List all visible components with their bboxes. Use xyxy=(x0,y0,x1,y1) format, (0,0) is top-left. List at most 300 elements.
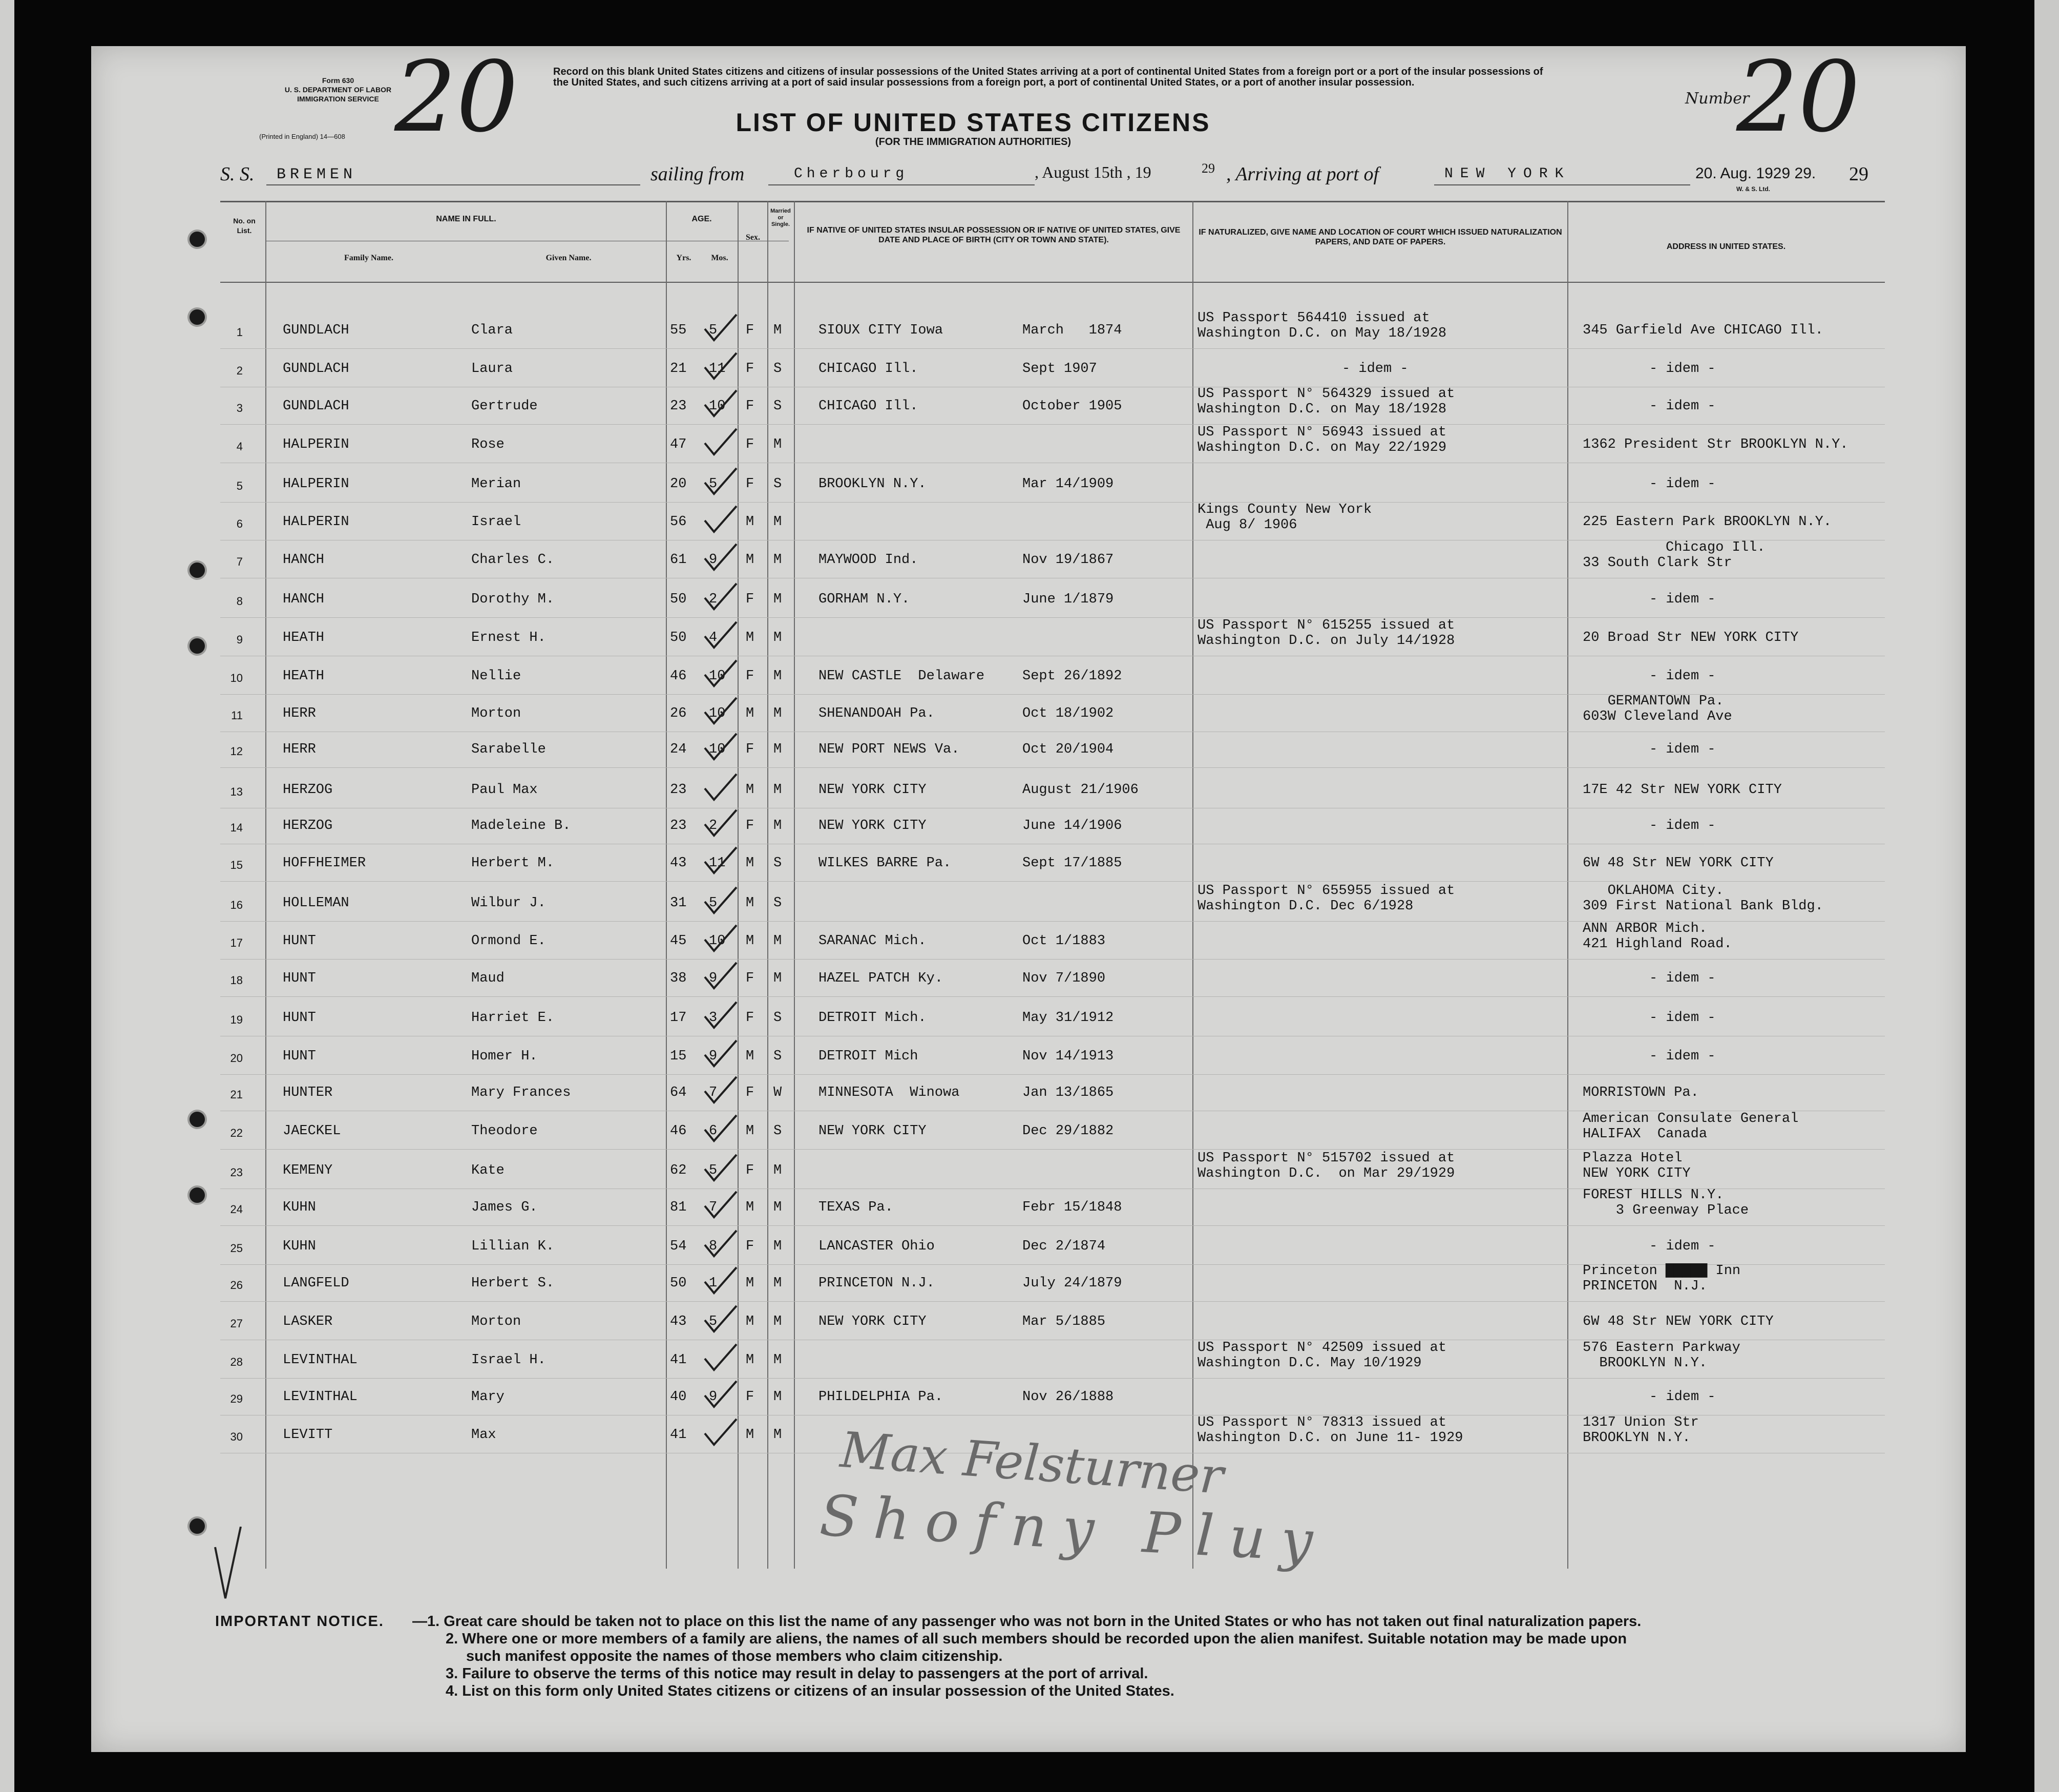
col-age: AGE. xyxy=(691,215,712,223)
row-24-sex: M xyxy=(746,1200,754,1215)
row-11-sex: M xyxy=(746,706,754,721)
row-17-mos: 10 xyxy=(709,933,726,949)
row-15-family: HOFFHEIMER xyxy=(283,856,366,871)
check-mark-icon xyxy=(703,1230,739,1260)
page-number: 29 xyxy=(1849,163,1868,185)
row-18-family: HUNT xyxy=(283,971,316,986)
row-28-yrs: 41 xyxy=(670,1352,687,1368)
row-27-family: LASKER xyxy=(283,1314,333,1329)
row-rule xyxy=(220,881,1885,882)
row-21-yrs: 64 xyxy=(670,1085,687,1100)
row-7-family: HANCH xyxy=(283,552,325,568)
row-3-sex: F xyxy=(746,399,754,414)
underline-port xyxy=(1434,184,1690,185)
row-17-sex: M xyxy=(746,933,754,949)
row-23-mos: 5 xyxy=(709,1163,718,1178)
col-family-name: Family Name. xyxy=(344,254,393,262)
row-4-no: 4 xyxy=(236,440,243,453)
row-17-ms: M xyxy=(773,933,782,949)
row-27-ms: M xyxy=(773,1314,782,1329)
row-14-mos: 2 xyxy=(709,818,718,834)
row-8-no: 8 xyxy=(236,595,243,608)
row-13-bdate: August 21/1906 xyxy=(1022,782,1139,798)
row-13-yrs: 23 xyxy=(670,782,687,798)
check-mark-icon xyxy=(703,1380,739,1411)
check-mark-icon xyxy=(703,1001,739,1032)
check-mark-icon xyxy=(703,428,739,459)
check-mark-icon xyxy=(703,773,739,804)
row-16-mos: 5 xyxy=(709,895,718,911)
row-12-given: Sarabelle xyxy=(471,742,546,757)
row-29-yrs: 40 xyxy=(670,1389,687,1405)
check-mark-icon xyxy=(703,467,739,498)
row-22-sex: M xyxy=(746,1123,754,1139)
row-23-given: Kate xyxy=(471,1163,505,1178)
row-8-sex: F xyxy=(746,592,754,607)
row-26-place: PRINCETON N.J. xyxy=(818,1276,935,1291)
row-11-addr: GERMANTOWN Pa. 603W Cleveland Ave xyxy=(1583,694,1732,724)
row-20-ms: S xyxy=(773,1049,782,1064)
row-12-place: NEW PORT NEWS Va. xyxy=(818,742,960,757)
row-22-yrs: 46 xyxy=(670,1123,687,1139)
check-mark-icon xyxy=(703,582,739,613)
row-24-ms: M xyxy=(773,1200,782,1215)
row-25-ms: M xyxy=(773,1239,782,1254)
row-26-no: 26 xyxy=(230,1279,243,1291)
row-10-place: NEW CASTLE Delaware xyxy=(818,669,985,684)
row-6-addr: 225 Eastern Park BROOKLYN N.Y. xyxy=(1583,514,1832,530)
row-4-ms: M xyxy=(773,437,782,452)
row-10-addr: - idem - xyxy=(1649,669,1716,684)
row-rule xyxy=(220,348,1885,349)
row-rule xyxy=(220,502,1885,503)
row-9-mos: 4 xyxy=(709,630,718,645)
row-21-ms: W xyxy=(773,1085,782,1100)
row-26-addr: Princeton ▇▇▇▇▇ Inn PRINCETON N.J. xyxy=(1583,1263,1741,1294)
punch-hole xyxy=(190,1518,205,1534)
row-2-no: 2 xyxy=(236,364,243,377)
row-11-given: Morton xyxy=(471,706,521,721)
punch-hole xyxy=(190,562,205,578)
sailing-date: , August 15th , 19 xyxy=(1035,163,1151,181)
row-10-yrs: 46 xyxy=(670,669,687,684)
row-9-ms: M xyxy=(773,630,782,645)
row-4-family: HALPERIN xyxy=(283,437,349,452)
col-naturalized: IF NATURALIZED, GIVE NAME AND LOCATION OF COURT WHICH ISSUED NATURALIZATION PAPERS, AND DATE OF PAPERS. xyxy=(1199,228,1562,246)
row-30-no: 30 xyxy=(230,1430,243,1443)
row-26-yrs: 50 xyxy=(670,1276,687,1291)
row-29-ms: M xyxy=(773,1389,782,1405)
punch-hole xyxy=(190,1112,205,1127)
row-2-bdate: Sept 1907 xyxy=(1022,361,1097,377)
row-5-bdate: Mar 14/1909 xyxy=(1022,476,1114,492)
row-23-ms: M xyxy=(773,1163,782,1178)
row-3-place: CHICAGO Ill. xyxy=(818,399,918,414)
row-30-ms: M xyxy=(773,1427,782,1443)
row-29-no: 29 xyxy=(230,1392,243,1405)
row-22-given: Theodore xyxy=(471,1123,538,1139)
row-11-place: SHENANDOAH Pa. xyxy=(818,706,935,721)
row-6-no: 6 xyxy=(236,517,243,530)
row-27-yrs: 43 xyxy=(670,1314,687,1329)
check-mark-icon xyxy=(703,1343,739,1374)
row-rule xyxy=(220,1378,1885,1379)
row-9-nat: US Passport N° 615255 issued at Washington D.C. on July 14/1928 xyxy=(1197,618,1455,649)
handwritten-list-number: 20 xyxy=(394,40,518,154)
check-mark-icon xyxy=(703,314,739,344)
row-8-bdate: June 1/1879 xyxy=(1022,592,1114,607)
row-20-addr: - idem - xyxy=(1649,1049,1716,1064)
row-18-place: HAZEL PATCH Ky. xyxy=(818,971,943,986)
row-11-family: HERR xyxy=(283,706,316,721)
row-22-family: JAECKEL xyxy=(283,1123,341,1139)
row-10-bdate: Sept 26/1892 xyxy=(1022,669,1122,684)
row-30-addr: 1317 Union Str BROOKLYN N.Y. xyxy=(1583,1415,1699,1446)
row-7-bdate: Nov 19/1867 xyxy=(1022,552,1114,568)
row-19-ms: S xyxy=(773,1010,782,1026)
scan-edge-left xyxy=(0,0,14,1792)
punch-hole xyxy=(190,638,205,654)
row-13-ms: M xyxy=(773,782,782,798)
row-23-nat: US Passport N° 515702 issued at Washington D.C. on Mar 29/1929 xyxy=(1197,1151,1455,1181)
row-17-yrs: 45 xyxy=(670,933,687,949)
row-10-given: Nellie xyxy=(471,669,521,684)
row-20-given: Homer H. xyxy=(471,1049,538,1064)
row-1-bdate: March 1874 xyxy=(1022,323,1122,338)
row-19-yrs: 17 xyxy=(670,1010,687,1026)
row-7-given: Charles C. xyxy=(471,552,555,568)
row-20-sex: M xyxy=(746,1049,754,1064)
punch-hole xyxy=(190,309,205,325)
row-23-family: KEMENY xyxy=(283,1163,333,1178)
row-22-ms: S xyxy=(773,1123,782,1139)
row-18-no: 18 xyxy=(230,974,243,987)
row-27-addr: 6W 48 Str NEW YORK CITY xyxy=(1583,1314,1774,1329)
row-rule xyxy=(220,1301,1885,1302)
row-16-sex: M xyxy=(746,895,754,911)
row-1-place: SIOUX CITY Iowa xyxy=(818,323,943,338)
number-value: 20 xyxy=(1736,40,1860,154)
row-1-no: 1 xyxy=(236,326,243,339)
row-14-addr: - idem - xyxy=(1649,818,1716,834)
notice-item-4: 4. List on this form only United States citizens or citizens of an insular possession of the United States. xyxy=(446,1683,1174,1699)
row-16-ms: S xyxy=(773,895,782,911)
row-17-no: 17 xyxy=(230,936,243,949)
row-18-addr: - idem - xyxy=(1649,971,1716,986)
row-11-yrs: 26 xyxy=(670,706,687,721)
row-1-yrs: 55 xyxy=(670,323,687,338)
row-25-place: LANCASTER Ohio xyxy=(818,1239,935,1254)
row-23-sex: F xyxy=(746,1163,754,1178)
row-5-no: 5 xyxy=(236,480,243,492)
row-26-mos: 1 xyxy=(709,1276,718,1291)
check-mark-icon xyxy=(703,1418,739,1449)
row-7-mos: 9 xyxy=(709,552,718,568)
row-3-nat: US Passport N° 564329 issued at Washington D.C. on May 18/1928 xyxy=(1197,386,1455,417)
row-6-nat: Kings County New York Aug 8/ 1906 xyxy=(1197,502,1372,533)
row-19-given: Harriet E. xyxy=(471,1010,555,1026)
col-rule xyxy=(265,201,266,1569)
row-16-addr: OKLAHOMA City. 309 First National Bank Bldg. xyxy=(1583,883,1823,914)
row-18-yrs: 38 xyxy=(670,971,687,986)
row-18-sex: F xyxy=(746,971,754,986)
row-rule xyxy=(220,996,1885,997)
row-16-family: HOLLEMAN xyxy=(283,895,349,911)
row-rule xyxy=(220,1074,1885,1075)
row-22-place: NEW YORK CITY xyxy=(818,1123,927,1139)
row-13-addr: 17E 42 Str NEW YORK CITY xyxy=(1583,782,1782,798)
row-1-nat: US Passport 564410 issued at Washington D.C. on May 18/1928 xyxy=(1197,310,1447,341)
printed-note: (Printed in England) 14—608 xyxy=(259,133,345,140)
row-10-sex: F xyxy=(746,669,754,684)
check-mark-icon xyxy=(703,1266,739,1297)
row-23-no: 23 xyxy=(230,1166,243,1179)
notice-heading: IMPORTANT NOTICE. xyxy=(215,1613,384,1630)
scan-edge-right xyxy=(2034,0,2059,1792)
check-mark-icon xyxy=(703,1076,739,1107)
notice-item-1: —1. Great care should be taken not to place on this list the name of any passenger who was not born in the United States or who has not taken out final naturalization papers. xyxy=(412,1613,1642,1630)
check-mark-icon xyxy=(703,389,739,420)
row-14-place: NEW YORK CITY xyxy=(818,818,927,834)
row-25-sex: F xyxy=(746,1239,754,1254)
col-mos: Mos. xyxy=(711,254,728,262)
row-14-yrs: 23 xyxy=(670,818,687,834)
row-5-mos: 5 xyxy=(709,476,718,492)
row-4-addr: 1362 President Str BROOKLYN N.Y. xyxy=(1583,437,1848,452)
row-rule xyxy=(220,424,1885,425)
col-rule xyxy=(767,201,768,1569)
check-mark-icon xyxy=(703,505,739,536)
row-21-family: HUNTER xyxy=(283,1085,333,1100)
row-14-given: Madeleine B. xyxy=(471,818,571,834)
row-29-bdate: Nov 26/1888 xyxy=(1022,1389,1114,1405)
row-2-given: Laura xyxy=(471,361,513,377)
row-5-addr: - idem - xyxy=(1649,476,1716,492)
row-30-family: LEVITT xyxy=(283,1427,333,1443)
row-9-given: Ernest H. xyxy=(471,630,546,645)
row-13-given: Paul Max xyxy=(471,782,538,798)
row-19-addr: - idem - xyxy=(1649,1010,1716,1026)
row-30-sex: M xyxy=(746,1427,754,1443)
row-15-mos: 11 xyxy=(709,856,726,871)
row-1-ms: M xyxy=(773,323,782,338)
row-9-sex: M xyxy=(746,630,754,645)
row-15-sex: M xyxy=(746,856,754,871)
row-5-given: Merian xyxy=(471,476,521,492)
row-19-place: DETROIT Mich. xyxy=(818,1010,927,1026)
row-11-ms: M xyxy=(773,706,782,721)
check-mark-icon xyxy=(703,1305,739,1336)
col-no: No. on List. xyxy=(233,217,256,235)
row-24-no: 24 xyxy=(230,1203,243,1216)
row-29-given: Mary xyxy=(471,1389,505,1405)
row-9-family: HEATH xyxy=(283,630,325,645)
row-8-ms: M xyxy=(773,592,782,607)
row-28-addr: 576 Eastern Parkway BROOKLYN N.Y. xyxy=(1583,1340,1740,1371)
row-24-bdate: Febr 15/1848 xyxy=(1022,1200,1122,1215)
check-mark-icon xyxy=(703,697,739,727)
row-29-family: LEVINTHAL xyxy=(283,1389,358,1405)
row-8-family: HANCH xyxy=(283,592,325,607)
row-13-sex: M xyxy=(746,782,754,798)
row-10-ms: M xyxy=(773,669,782,684)
row-14-no: 14 xyxy=(230,821,243,834)
row-4-sex: F xyxy=(746,437,754,452)
row-7-yrs: 61 xyxy=(670,552,687,568)
row-rule xyxy=(220,1225,1885,1226)
row-19-mos: 3 xyxy=(709,1010,718,1026)
check-mark-icon xyxy=(703,733,739,763)
row-20-family: HUNT xyxy=(283,1049,316,1064)
row-14-sex: F xyxy=(746,818,754,834)
check-mark-icon xyxy=(703,1114,739,1145)
row-20-yrs: 15 xyxy=(670,1049,687,1064)
row-15-bdate: Sept 17/1885 xyxy=(1022,856,1122,871)
row-30-yrs: 41 xyxy=(670,1427,687,1443)
check-mark-icon xyxy=(703,886,739,917)
row-28-nat: US Passport N° 42509 issued at Washington D.C. May 10/1929 xyxy=(1197,1340,1447,1371)
date-stamp: 20. Aug. 1929 29. xyxy=(1695,165,1816,182)
row-26-family: LANGFELD xyxy=(283,1276,349,1291)
row-27-mos: 5 xyxy=(709,1314,718,1329)
row-3-bdate: October 1905 xyxy=(1022,399,1122,414)
punch-hole xyxy=(190,1187,205,1203)
departure-port: Cherbourg xyxy=(794,166,909,182)
row-3-no: 3 xyxy=(236,402,243,414)
row-28-family: LEVINTHAL xyxy=(283,1352,358,1368)
row-21-mos: 7 xyxy=(709,1085,718,1100)
sailing-year: 29 xyxy=(1202,161,1215,176)
col-rule xyxy=(794,201,795,1569)
notice-item-2-cont: such manifest opposite the names of those members who claim citizenship. xyxy=(466,1648,1003,1664)
row-3-ms: S xyxy=(773,399,782,414)
row-3-given: Gertrude xyxy=(471,399,538,414)
col-rule xyxy=(666,201,667,1569)
row-27-given: Morton xyxy=(471,1314,521,1329)
row-30-nat: US Passport N° 78313 issued at Washington D.C. on June 11- 1929 xyxy=(1197,1415,1463,1446)
row-29-sex: F xyxy=(746,1389,754,1405)
row-16-yrs: 31 xyxy=(670,895,687,911)
row-12-mos: 10 xyxy=(709,742,726,757)
row-27-sex: M xyxy=(746,1314,754,1329)
row-rule xyxy=(220,617,1885,618)
check-mark-icon xyxy=(703,962,739,992)
row-7-addr: Chicago Ill. 33 South Clark Str xyxy=(1583,540,1766,571)
sailing-label: sailing from xyxy=(650,163,745,185)
row-27-no: 27 xyxy=(230,1317,243,1330)
row-14-ms: M xyxy=(773,818,782,834)
row-17-addr: ANN ARBOR Mich. 421 Highland Road. xyxy=(1583,921,1732,952)
row-8-given: Dorothy M. xyxy=(471,592,555,607)
row-28-sex: M xyxy=(746,1352,754,1368)
department: U. S. DEPARTMENT OF LABOR xyxy=(284,86,392,94)
row-17-bdate: Oct 1/1883 xyxy=(1022,933,1106,949)
row-29-mos: 9 xyxy=(709,1389,718,1405)
row-9-yrs: 50 xyxy=(670,630,687,645)
page-title: LIST OF UNITED STATES CITIZENS xyxy=(736,108,1211,137)
row-16-given: Wilbur J. xyxy=(471,895,546,911)
row-25-bdate: Dec 2/1874 xyxy=(1022,1239,1106,1254)
row-16-nat: US Passport N° 655955 issued at Washington D.C. Dec 6/1928 xyxy=(1197,883,1455,914)
row-2-addr: - idem - xyxy=(1649,361,1716,377)
row-15-place: WILKES BARRE Pa. xyxy=(818,856,952,871)
row-13-no: 13 xyxy=(230,785,243,798)
arrival-port: NEW YORK xyxy=(1444,166,1571,182)
row-25-given: Lillian K. xyxy=(471,1239,555,1254)
underline-from xyxy=(768,184,1035,185)
row-12-family: HERR xyxy=(283,742,316,757)
check-mark-icon xyxy=(703,924,739,955)
row-12-ms: M xyxy=(773,742,782,757)
row-6-given: Israel xyxy=(471,514,521,530)
row-3-yrs: 23 xyxy=(670,399,687,414)
row-8-mos: 2 xyxy=(709,592,718,607)
row-24-family: KUHN xyxy=(283,1200,316,1215)
row-1-addr: 345 Garfield Ave CHICAGO Ill. xyxy=(1583,323,1823,338)
form-number: Form 630 xyxy=(322,76,354,85)
check-mark-icon xyxy=(210,1527,251,1603)
row-11-bdate: Oct 18/1902 xyxy=(1022,706,1114,721)
row-15-given: Herbert M. xyxy=(471,856,555,871)
row-20-place: DETROIT Mich xyxy=(818,1049,918,1064)
row-rule xyxy=(220,767,1885,768)
col-birth: IF NATIVE OF UNITED STATES INSULAR POSSESSION OR IF NATIVE OF UNITED STATES, GIVE DATE AND PLACE OF BIRTH (CITY OR TOWN AND STATE). xyxy=(807,226,1181,244)
number-label: Number xyxy=(1685,90,1750,108)
row-18-given: Maud xyxy=(471,971,505,986)
row-18-ms: M xyxy=(773,971,782,986)
row-17-place: SARANAC Mich. xyxy=(818,933,927,949)
row-2-family: GUNDLACH xyxy=(283,361,349,377)
check-mark-icon xyxy=(703,352,739,383)
row-12-yrs: 24 xyxy=(670,742,687,757)
row-11-mos: 10 xyxy=(709,706,726,721)
row-14-family: HERZOG xyxy=(283,818,333,834)
row-19-family: HUNT xyxy=(283,1010,316,1026)
check-mark-icon xyxy=(703,809,739,840)
row-25-mos: 8 xyxy=(709,1239,718,1254)
row-22-bdate: Dec 29/1882 xyxy=(1022,1123,1114,1139)
row-rule xyxy=(220,1149,1885,1150)
row-10-mos: 10 xyxy=(709,669,726,684)
row-rule xyxy=(220,959,1885,960)
row-13-family: HERZOG xyxy=(283,782,333,798)
row-24-place: TEXAS Pa. xyxy=(818,1200,893,1215)
row-4-given: Rose xyxy=(471,437,505,452)
row-6-sex: M xyxy=(746,514,754,530)
ss-label: S. S. xyxy=(220,163,255,185)
row-10-family: HEATH xyxy=(283,669,325,684)
row-7-place: MAYWOOD Ind. xyxy=(818,552,918,568)
row-21-addr: MORRISTOWN Pa. xyxy=(1583,1085,1699,1100)
row-12-bdate: Oct 20/1904 xyxy=(1022,742,1114,757)
col-given-name: Given Name. xyxy=(545,254,592,262)
row-29-place: PHILDELPHIA Pa. xyxy=(818,1389,943,1405)
arriving-label: , Arriving at port of xyxy=(1226,163,1379,185)
check-mark-icon xyxy=(703,659,739,690)
row-13-place: NEW YORK CITY xyxy=(818,782,927,798)
row-12-sex: F xyxy=(746,742,754,757)
row-6-family: HALPERIN xyxy=(283,514,349,530)
row-7-no: 7 xyxy=(236,555,243,568)
row-1-sex: F xyxy=(746,323,754,338)
row-1-mos: 5 xyxy=(709,323,718,338)
row-6-ms: M xyxy=(773,514,782,530)
row-23-addr: Plazza Hotel NEW YORK CITY xyxy=(1583,1151,1691,1181)
row-26-given: Herbert S. xyxy=(471,1276,555,1291)
row-2-yrs: 21 xyxy=(670,361,687,377)
row-24-given: James G. xyxy=(471,1200,538,1215)
signature-line-2: Shofny Pluy xyxy=(818,1483,1330,1575)
